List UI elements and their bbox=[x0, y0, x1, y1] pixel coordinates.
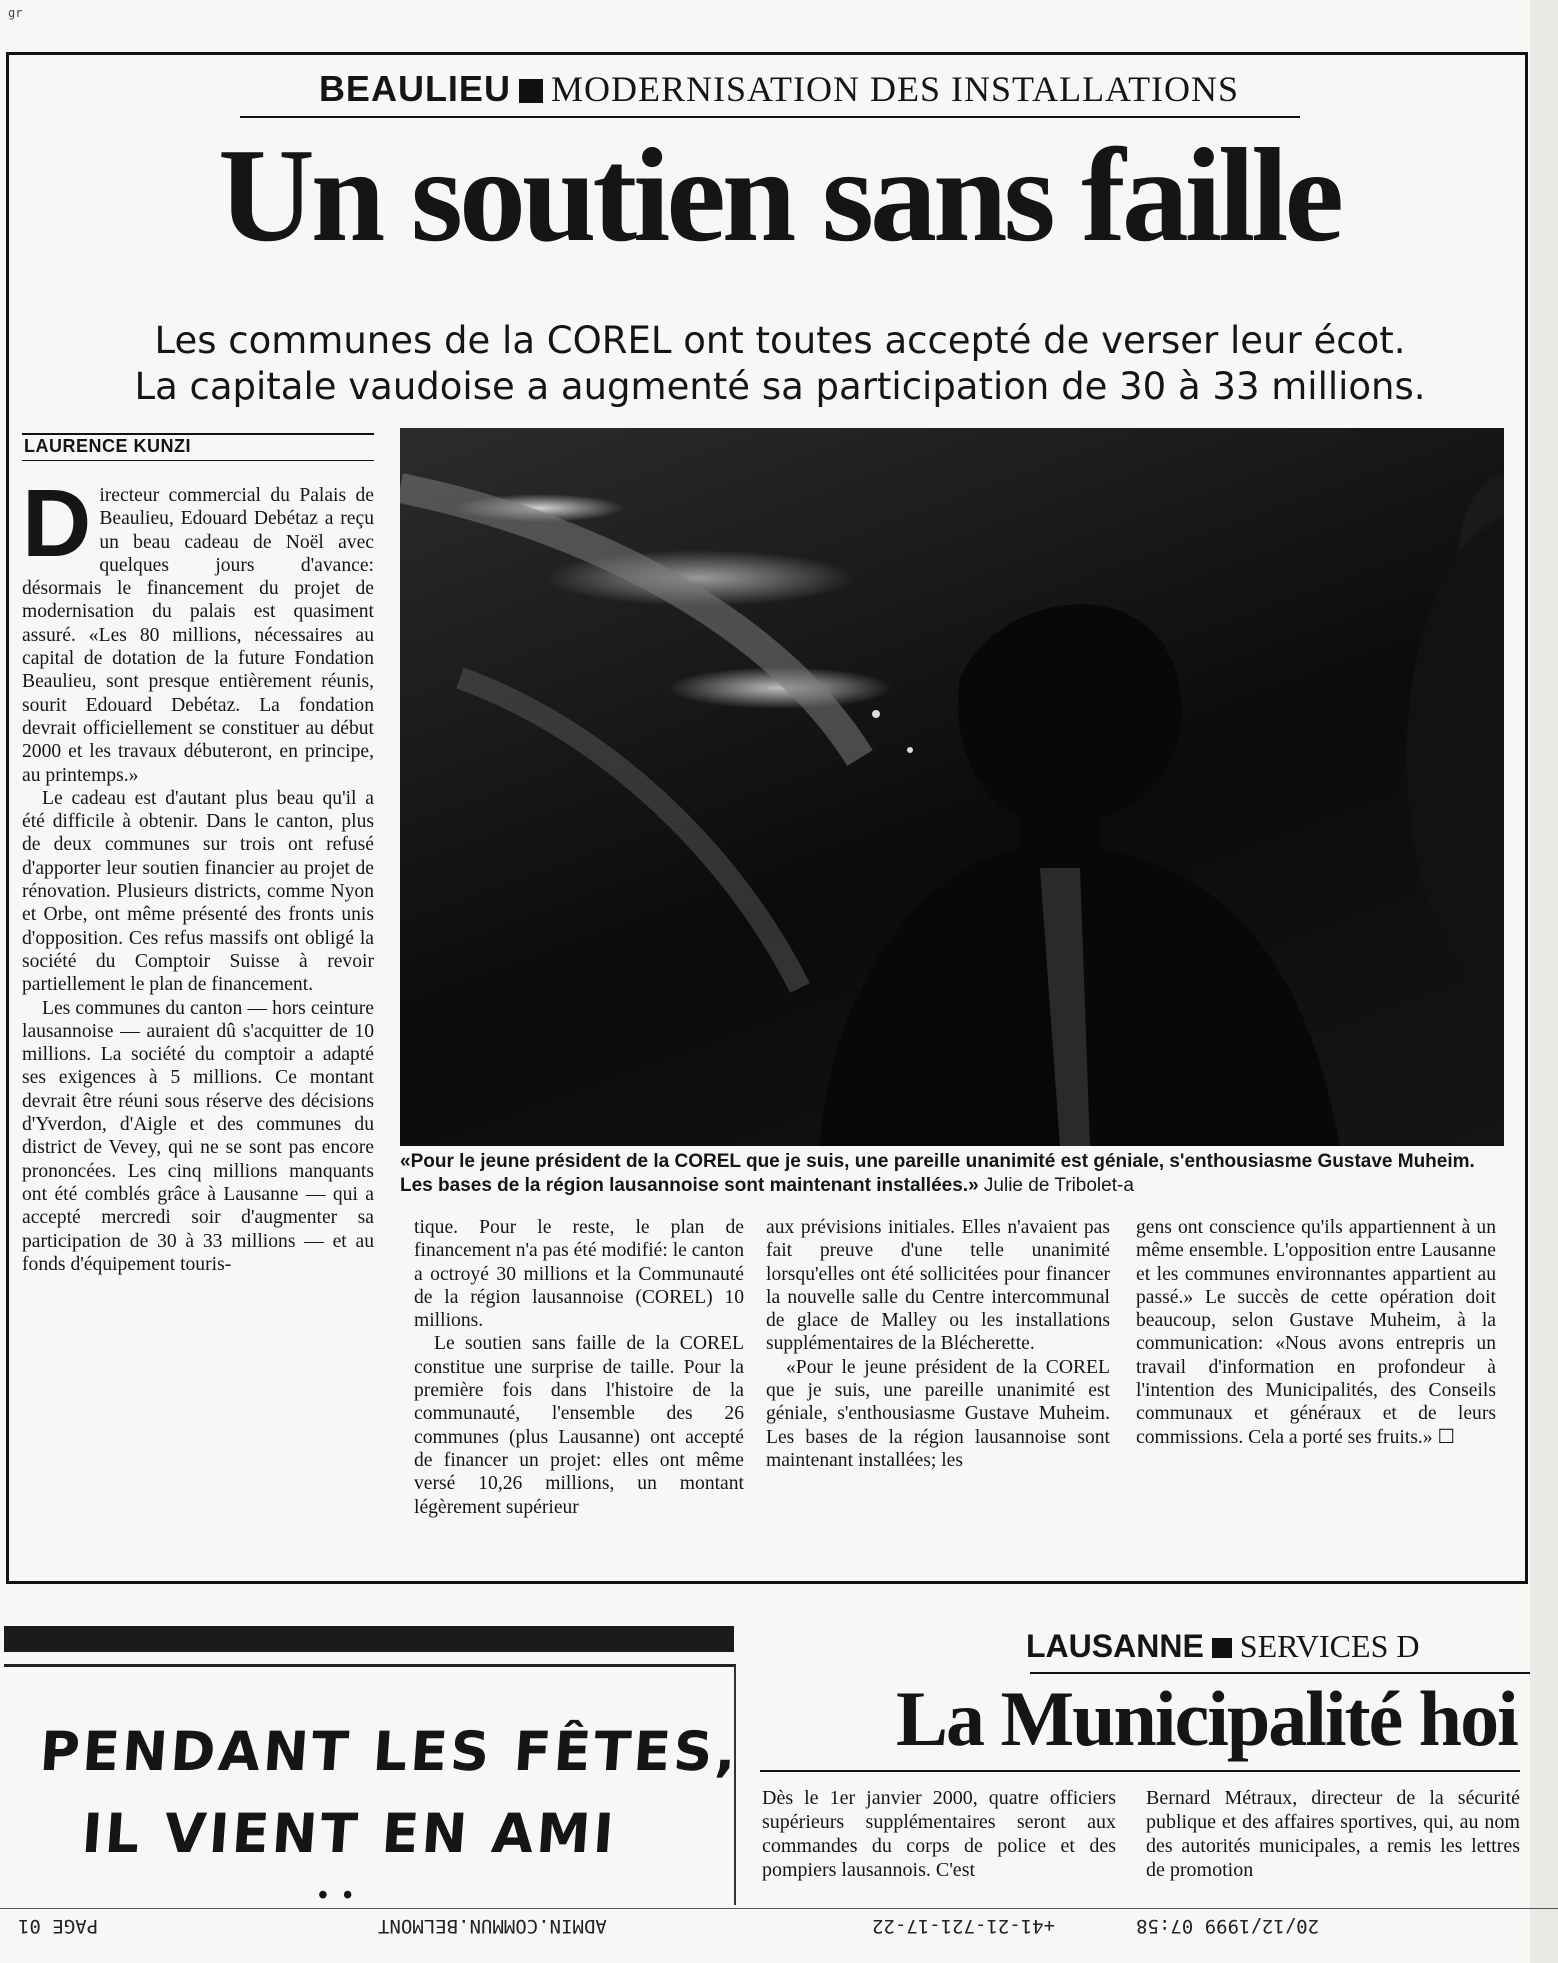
fax-header bbox=[0, 1908, 1558, 1939]
article-headline: Un soutien sans faille bbox=[218, 121, 1340, 269]
article-column-3 bbox=[766, 1216, 1110, 1566]
square-bullet-icon bbox=[1212, 1638, 1232, 1658]
fax-date-time: 20/12/1999 07:58 bbox=[1136, 1915, 1320, 1937]
square-bullet-icon bbox=[519, 79, 543, 103]
article2-column-2 bbox=[1146, 1786, 1520, 1904]
article-column-4 bbox=[1136, 1216, 1496, 1566]
byline-rule-bottom bbox=[22, 460, 374, 461]
article2-headline: La Municipalité hoi bbox=[896, 1675, 1517, 1762]
paragraph: gens ont conscience qu'ils appartiennent à un même ensemble. L'opposition entre Lausanne et les communes environnantes appartient au passé.» Le succès de cette opération doit beaucoup, selon Gustave Muheim, à la communication: «Nous avons entrepris un travail d'information en profondeur à l'intention des Municipalités, des Conseils communaux et généraux et de leurs commissions. Cela a porté ses fruits.» ☐ bbox=[1136, 1217, 1496, 1448]
photo-caption bbox=[400, 1150, 1510, 1198]
caption-text: «Pour le jeune président de la COREL que je suis, une pareille unanimité est géniale, s'enthousiasme Gustave Muheim. Les bases de la région lausannoise sont maintenant installées.» bbox=[400, 1151, 1475, 1196]
photo-credit: Julie de Tribolet-a bbox=[983, 1175, 1134, 1196]
ad-dots: • • bbox=[318, 1880, 357, 1911]
article-column-2 bbox=[414, 1216, 744, 1566]
kicker-topic: MODERNISATION DES INSTALLATIONS bbox=[550, 69, 1240, 109]
photo-illustration bbox=[400, 428, 1504, 1146]
kicker-rule bbox=[240, 116, 1300, 118]
kicker-section: BEAULIEU bbox=[318, 68, 511, 109]
article2-rule bbox=[760, 1770, 1520, 1772]
fax-page: PAGE 01 bbox=[18, 1915, 99, 1937]
article2-column-1 bbox=[762, 1786, 1116, 1904]
paragraph: Bernard Métraux, directeur de la sécurité publique et des affaires sportives, qui, au nom des autorités municipales, a remis les lettres de promotion bbox=[1146, 1787, 1520, 1881]
ad-line-2: IL VIENT EN AMI bbox=[79, 1802, 619, 1865]
scan-margin bbox=[1530, 0, 1558, 1963]
byline-rule bbox=[22, 433, 374, 435]
fax-phone: +41-21-721-17-22 bbox=[872, 1915, 1056, 1937]
paragraph: Le soutien sans faille de la COREL constitue une surprise de taille. Pour la première fois dans l'histoire de la communauté, l'ensemble des 26 communes (plus Lausanne) ont accepté de financer un projet: elles ont même versé 10,26 millions, un montant légèrement supérieur bbox=[414, 1333, 744, 1518]
deck-line-1: Les communes de la COREL ont toutes accepté de verser leur écot. bbox=[154, 319, 1406, 362]
paragraph: tique. Pour le reste, le plan de financement n'a pas été modifié: le canton a octroyé 30 millions et la Communauté de la région lausannoise (COREL) 10 millions. bbox=[414, 1217, 744, 1332]
paragraph: «Pour le jeune président de la COREL que je suis, une pareille unanimité est géniale, s'enthousiasme Gustave Muheim. Les bases de la région lausannoise sont maintenant installées; les bbox=[766, 1356, 1110, 1471]
drop-cap: D bbox=[22, 484, 92, 577]
scan-corner-mark: gr bbox=[8, 6, 23, 20]
paragraph: Dès le 1er janvier 2000, quatre officiers supérieurs supplémentaires seront aux commandes du corps de police et des pompiers lausannois. C'est bbox=[762, 1787, 1116, 1881]
paragraph: Le cadeau est d'autant plus beau qu'il a été difficile à obtenir. Dans le canton, plus de deux communes sur trois ont refusé d'apporter leur soutien financier au projet de rénovation. Plusieurs districts, comme Nyon et Orbe, ont même présenté des fronts unis d'opposition. Ces refus massifs ont obligé la société du Comptoir Suisse à revoir partiellement le plan de financement. bbox=[22, 787, 374, 996]
paragraph: irecteur commercial du Palais de Beaulieu, Edouard Debétaz a reçu un beau cadeau de Noël avec quelques jours d'avance: désormais le financement du projet de modernisation du palais est quasiment assuré. «Les 80 millions, nécessaires au capital de dotation de la future Fondation Beaulieu, sont presque entièrement réunis, sourit Edouard Debétaz. La fondation devrait officiellement se constituer au début 2000 et les travaux débuteront, en principe, au printemps.» bbox=[22, 485, 374, 786]
advertisement bbox=[4, 1664, 736, 1905]
section-bar bbox=[4, 1626, 734, 1652]
paragraph: Les communes du canton — hors ceinture lausannoise — auraient dû s'acquitter de 10 millions. La société du comptoir a adapté ses exigences à 5 millions. Ce montant devrait être réuni sous réserve des décisions d'Yverdon, d'Aigle et des communes du district de Vevey, qui ne se sont pas encore prononcées. Les cinq millions manquants ont été comblés grâce à Lausanne — qui a accepté mercredi soir d'augmenter sa participation de 30 à 33 millions — et au fonds d'équipement touris- bbox=[22, 997, 374, 1275]
fax-sender: ADMIN.COMMUN.BELMONT bbox=[378, 1915, 607, 1937]
kicker-topic: SERVICES D bbox=[1239, 1628, 1420, 1664]
deck-line-2: La capitale vaudoise a augmenté sa participation de 30 à 33 millions. bbox=[134, 365, 1426, 408]
paragraph: aux prévisions initiales. Elles n'avaient pas fait preuve d'une telle unanimité lorsqu'elles ont été sollicitées pour financer la nouvelle salle du Centre intercommunal de glace de Malley ou les installations supplémentaires de la Blécherette. bbox=[766, 1217, 1110, 1355]
kicker-section: LAUSANNE bbox=[1026, 1628, 1204, 1664]
article-kicker bbox=[0, 68, 1558, 110]
article2-kicker bbox=[1026, 1628, 1419, 1665]
byline: LAURENCE KUNZI bbox=[24, 436, 191, 456]
ad-line-1: PENDANT LES FÊTES, bbox=[37, 1720, 742, 1783]
article-column-1 bbox=[22, 484, 374, 1564]
article-photo bbox=[400, 428, 1504, 1146]
